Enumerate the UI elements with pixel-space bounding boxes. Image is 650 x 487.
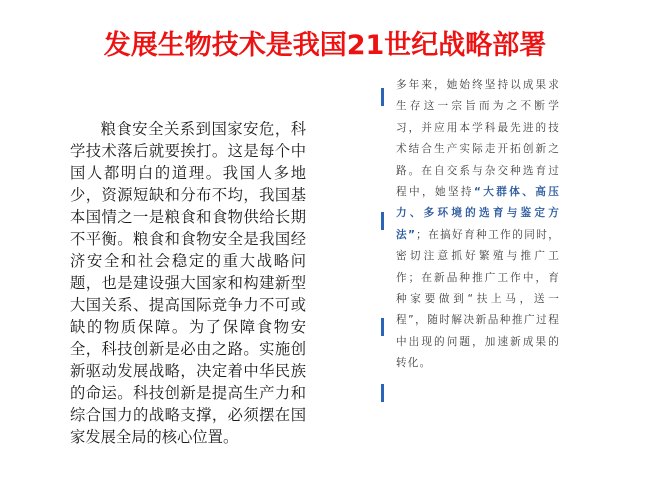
accent-bar-lower (381, 318, 384, 336)
right-rest-text: ；在搞好育种工作的同时，密切注意抓好繁殖与推广工作；在新品种推广工作中，育种家要做到“扶上马，送一程”，随时解决新品种推广过程中出现的问题，加速新成果的转化。 (396, 228, 560, 370)
right-intro-text: 多年来，她始终坚持以成果求生存这一宗旨而为之不断学习，并应用本学科最先进的技术结合生产实际走开拓创新之路。在自交系与杂交种选育过程中，她坚持 (396, 79, 560, 199)
left-paragraph: 粮食安全关系到国家安危，科学技术落后就要挨打。这是每个中国人都明白的道理。我国人多地少，资源短缺和分布不均，我国基本国情之一是粮食和食物供给长期不平衡。粮食和食物安全是我国经济安全和社会稳定的重大战略问题，也是建设强大国家和构建新型大国关系、提高国际竞争力不可或缺的物质保障。为了保障食物安全，科技创新是必由之路。实施创新驱动发展战略，决定着中华民族的命运。科技创新是提高生产力和综合国力的战略支撑，必须摆在国家发展全局的核心位置。 (70, 120, 306, 446)
slide-title: 发展生物技术是我国21世纪战略部署 (103, 30, 547, 61)
accent-bar-top (381, 88, 384, 106)
accent-bar-bottom (381, 384, 384, 402)
right-column-text (396, 75, 560, 375)
accent-bar-middle (381, 212, 384, 230)
right-highlight-text: “大群体、高压力、多环境的选育与鉴定方法” (396, 186, 560, 241)
